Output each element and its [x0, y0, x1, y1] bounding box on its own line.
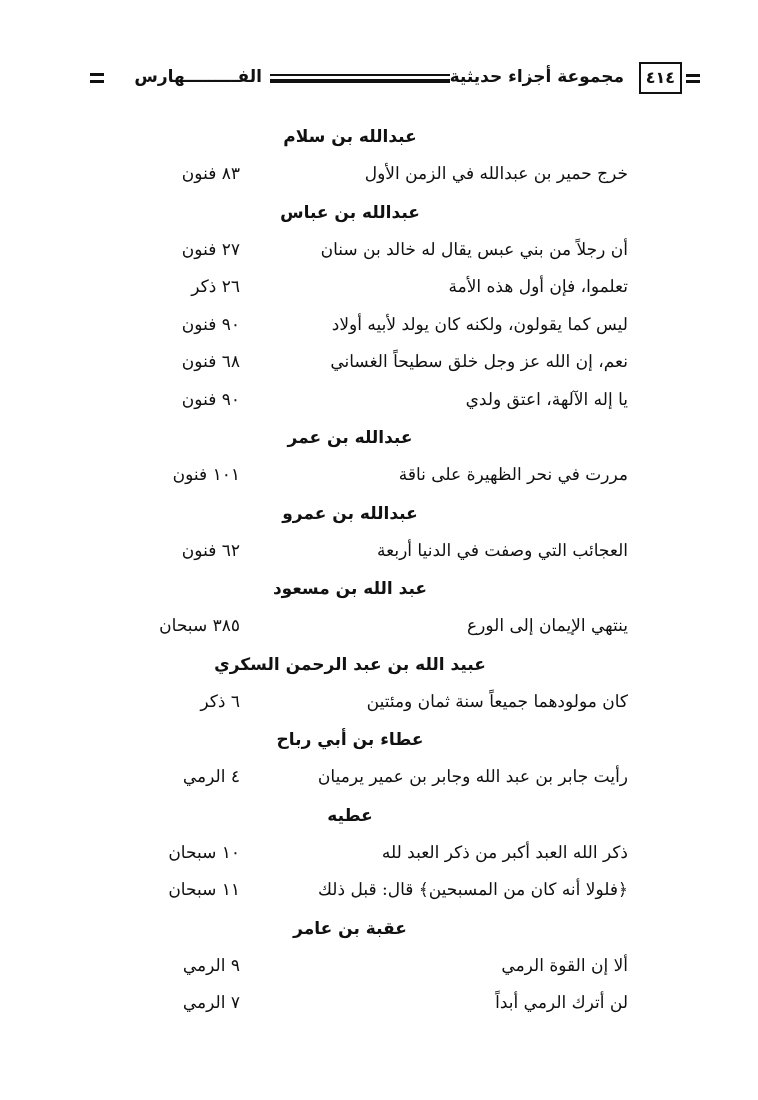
page-reference: ١٠ سبحان	[168, 842, 240, 863]
index-entry	[100, 457, 640, 495]
hadith-incipit: أن رجلاً من بني عبس يقال له خالد بن سنان	[320, 239, 628, 260]
index-entry	[100, 232, 640, 270]
page-reference: ٢٧ فنون	[181, 239, 240, 260]
index-entry	[100, 344, 640, 382]
page-reference: ١٠١ فنون	[172, 465, 240, 485]
page-reference: ١١ سبحان	[168, 880, 240, 900]
index-entry	[100, 759, 640, 797]
narrator-heading: عبيد الله بن عبد الرحمن السكري	[214, 654, 486, 675]
hadith-incipit: العجائب التي وصفت في الدنيا أربعة	[377, 540, 628, 561]
index-entry	[100, 985, 640, 1023]
index-entry	[100, 608, 640, 646]
hadith-incipit: لن أترك الرمي أبداً	[495, 993, 628, 1013]
hadith-incipit: خرج حمير بن عبدالله في الزمن الأول	[364, 164, 628, 184]
header-ornament-left	[90, 73, 104, 83]
page-reference: ٣٨٥ سبحان	[159, 616, 240, 636]
index-entry	[100, 156, 640, 194]
narrator-heading: عطيه	[327, 805, 373, 826]
page-number: ٤١٤	[639, 62, 682, 94]
hadith-incipit: ذكر الله العبد أكبر من ذكر العبد لله	[381, 842, 628, 863]
hadith-incipit: تعلموا، فإن أول هذه الأمة	[448, 277, 628, 297]
page-reference: ٨٣ فنون	[181, 164, 240, 184]
page-reference: ٦ ذكر	[200, 691, 240, 712]
header-ornament-right	[686, 74, 700, 83]
narrator-heading: عبدالله بن عمر	[287, 428, 413, 448]
hadith-incipit: مررت في نحر الظهيرة على ناقة	[398, 465, 628, 485]
page-reference: ٤ الرمي	[182, 767, 240, 787]
index-entry	[100, 382, 640, 420]
hadith-incipit: ينتهي الإيمان إلى الورع	[467, 616, 628, 636]
narrator-heading: عطاء بن أبي رباح	[276, 730, 424, 750]
index-entry	[100, 948, 640, 986]
page-reference: ٩ الرمي	[182, 955, 240, 976]
hadith-incipit: ﴿فلولا أنه كان من المسبحين﴾ قال: قبل ذلك	[317, 880, 628, 900]
hadith-incipit: ألا إن القوة الرمي	[501, 955, 628, 976]
page-reference: ٧ الرمي	[182, 993, 240, 1013]
narrator-heading: عقبة بن عامر	[293, 918, 407, 939]
section-title: الفـــــــــهارس	[134, 67, 262, 87]
index-entry	[100, 684, 640, 722]
page-reference: ٩٠ فنون	[181, 389, 240, 410]
hadith-incipit: رأيت جابر بن عبد الله وجابر بن عمير يرميان	[317, 767, 628, 787]
hadith-incipit: كان مولودهما جميعاً سنة ثمان ومئتين	[366, 691, 628, 712]
narrator-heading: عبدالله بن سلام	[283, 127, 417, 147]
index-entry	[100, 533, 640, 571]
hadith-incipit: يا إله الآلهة، اعتق ولدي	[465, 389, 628, 410]
index-entry	[100, 269, 640, 307]
narrator-heading: عبدالله بن عباس	[280, 202, 420, 223]
page-reference: ٦٨ فنون	[181, 352, 240, 372]
index-entry	[100, 872, 640, 910]
page-reference: ٩٠ فنون	[181, 314, 240, 335]
index-entry	[100, 307, 640, 345]
hadith-index-list	[100, 118, 640, 1023]
index-entry	[100, 835, 640, 873]
narrator-heading: عبدالله بن عمرو	[282, 503, 418, 524]
hadith-incipit: ليس كما يقولون، ولكنه كان يولد لأبيه أولاد	[331, 314, 628, 335]
running-header	[90, 60, 700, 94]
page-reference: ٦٢ فنون	[181, 540, 240, 561]
narrator-heading: عبد الله بن مسعود	[272, 579, 428, 599]
hadith-incipit: نعم، إن الله عز وجل خلق سطيحاً الغساني	[330, 352, 628, 372]
book-title: مجموعة أجزاء حديثية	[449, 67, 624, 87]
page-reference: ٢٦ ذكر	[191, 277, 240, 297]
header-rule	[270, 74, 450, 83]
